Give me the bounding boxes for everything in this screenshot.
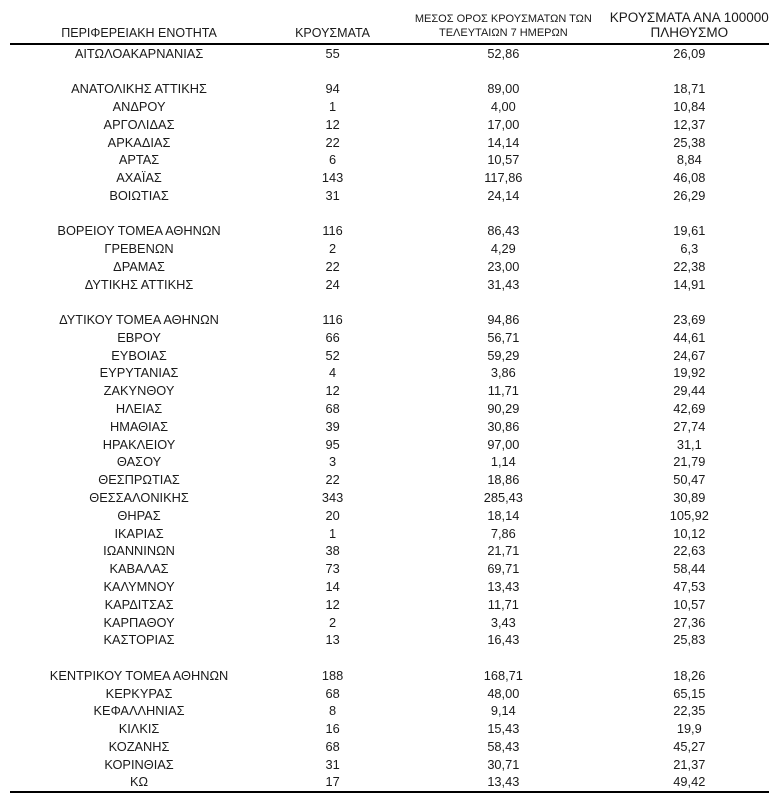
region-cell: ΚΟΖΑΝΗΣ [108, 738, 170, 754]
col-header-avg7-line2: ΤΕΛΕΥΤΑΙΩΝ 7 ΗΜΕΡΩΝ [438, 26, 568, 39]
avg7-cell: 97,00 [487, 436, 520, 452]
group-spacer-row [10, 294, 769, 312]
per100k-cell: 23,69 [673, 312, 706, 328]
per100k-cell: 29,44 [673, 383, 706, 399]
avg7-cell: 9,14 [490, 703, 516, 719]
avg7-cell: 15,43 [487, 721, 520, 737]
table-body [10, 44, 769, 792]
per100k-cell: 10,57 [673, 596, 706, 612]
cases-cell: 143 [321, 170, 344, 186]
per100k-cell: 42,69 [673, 401, 706, 417]
cases-cell: 39 [325, 418, 340, 434]
table-row [10, 560, 769, 578]
region-cell: ΚΕΦΑΛΛΗΝΙΑΣ [93, 703, 185, 719]
cases-cell: 66 [325, 329, 340, 345]
table-row [10, 525, 769, 543]
avg7-cell: 11,71 [487, 383, 519, 399]
cases-cell: 17 [325, 774, 340, 790]
group-spacer-cell [10, 205, 769, 223]
cases-cell: 1 [329, 525, 337, 541]
region-cell: ΚΕΝΤΡΙΚΟΥ ΤΟΜΕΑ ΑΘΗΝΩΝ [49, 667, 229, 683]
table-row [10, 471, 769, 489]
region-cell: ΚΕΡΚΥΡΑΣ [105, 685, 173, 701]
per100k-cell: 25,38 [673, 134, 706, 150]
cases-cell: 116 [322, 312, 343, 328]
cases-cell: 16 [325, 721, 340, 737]
table-row [10, 667, 769, 685]
region-cell: ΚΑΡΠΑΘΟΥ [103, 614, 175, 630]
per100k-cell: 105,92 [669, 507, 709, 523]
header-row [10, 2, 769, 44]
per100k-cell: 45,27 [673, 738, 706, 754]
per100k-cell: 24,67 [673, 347, 706, 363]
cases-cell: 24 [325, 276, 340, 292]
avg7-cell: 69,71 [487, 561, 520, 577]
per100k-cell: 46,08 [673, 170, 706, 186]
table-row [10, 773, 769, 792]
region-cell: ΙΩΑΝΝΙΝΩΝ [103, 543, 175, 559]
cases-cell: 343 [321, 490, 344, 506]
region-cell: ΗΡΑΚΛΕΙΟΥ [102, 436, 176, 452]
cases-cell: 31 [325, 188, 340, 204]
per100k-cell: 31,1 [676, 436, 702, 452]
avg7-cell: 21,71 [487, 543, 520, 559]
avg7-cell: 52,86 [487, 46, 520, 61]
group-spacer-row [10, 205, 769, 223]
cases-cell: 31 [325, 756, 340, 772]
avg7-cell: 86,43 [487, 223, 520, 239]
table-row [10, 418, 769, 436]
region-cell: ΘΕΣΣΑΛΟΝΙΚΗΣ [89, 490, 189, 506]
table-row [10, 116, 769, 134]
table-row [10, 240, 769, 258]
table-row [10, 258, 769, 276]
per100k-cell: 19,61 [673, 223, 706, 239]
per100k-cell: 58,44 [673, 561, 706, 577]
per100k-cell: 19,9 [676, 721, 702, 737]
avg7-cell: 7,86 [490, 525, 516, 541]
avg7-cell: 3,86 [490, 365, 516, 381]
cases-cell: 73 [325, 561, 340, 577]
cases-cell: 95 [325, 436, 340, 452]
region-cell: ΒΟΙΩΤΙΑΣ [109, 188, 169, 204]
avg7-cell: 16,43 [487, 632, 520, 648]
avg7-cell: 4,29 [490, 241, 516, 257]
avg7-cell: 30,71 [487, 756, 520, 772]
col-header-per100k-line1: ΚΡΟΥΣΜΑΤΑ ΑΝΑ 100000 [609, 10, 769, 25]
avg7-cell: 24,14 [487, 188, 520, 204]
per100k-cell: 18,26 [673, 667, 706, 683]
per100k-cell: 6,3 [680, 241, 699, 257]
table-row [10, 347, 769, 365]
region-cell: ΖΑΚΥΝΘΟΥ [103, 383, 175, 399]
cases-cell: 68 [325, 685, 340, 701]
table-row [10, 364, 769, 382]
table-row [10, 98, 769, 116]
per100k-cell: 18,71 [673, 81, 706, 97]
avg7-cell: 94,86 [487, 312, 520, 328]
avg7-cell: 13,43 [487, 774, 520, 790]
group-spacer-row [10, 649, 769, 667]
per100k-cell: 26,29 [673, 188, 706, 204]
per100k-cell: 27,36 [673, 614, 706, 630]
cases-cell: 14 [325, 579, 340, 595]
cases-cell: 116 [322, 223, 343, 239]
col-header-cases [268, 2, 397, 44]
cases-cell: 55 [325, 46, 340, 61]
avg7-cell: 285,43 [483, 490, 523, 506]
avg7-cell: 58,43 [487, 738, 520, 754]
avg7-cell: 89,00 [487, 81, 520, 97]
cases-cell: 3 [329, 454, 337, 470]
col-header-avg7 [397, 2, 610, 44]
col-header-avg7-line1: ΜΕΣΟΣ ΟΡΟΣ ΚΡΟΥΣΜΑΤΩΝ ΤΩΝ [414, 13, 592, 25]
region-cell: ΑΡΓΟΛΙΔΑΣ [103, 116, 175, 132]
avg7-cell: 23,00 [487, 258, 520, 274]
avg7-cell: 4,00 [490, 99, 516, 115]
group-spacer-cell [10, 294, 769, 312]
avg7-cell: 59,29 [487, 347, 520, 363]
per100k-cell: 21,37 [673, 756, 706, 772]
col-header-cases-label: ΚΡΟΥΣΜΑΤΑ [295, 26, 371, 40]
region-cell: ΑΡΚΑΔΙΑΣ [107, 134, 171, 150]
table-row [10, 151, 769, 169]
region-cell: ΚΑΡΔΙΤΣΑΣ [104, 596, 174, 612]
table-row [10, 187, 769, 205]
per100k-cell: 47,53 [673, 579, 706, 595]
cases-cell: 4 [329, 365, 337, 381]
region-cell: ΑΝΔΡΟΥ [112, 99, 166, 115]
cases-cell: 8 [329, 703, 337, 719]
cases-cell: 12 [325, 116, 340, 132]
avg7-cell: 10,57 [487, 152, 520, 168]
cases-cell: 68 [325, 738, 340, 754]
per100k-cell: 27,74 [673, 418, 706, 434]
per100k-cell: 10,12 [673, 525, 706, 541]
col-header-region-label: ΠΕΡΙΦΕΡΕΙΑΚΗ ΕΝΟΤΗΤΑ [61, 26, 217, 40]
cases-cell: 2 [329, 614, 337, 630]
avg7-cell: 17,00 [487, 116, 520, 132]
region-cell: ΕΥΒΟΙΑΣ [111, 347, 167, 363]
table-row [10, 311, 769, 329]
per100k-cell: 8,84 [676, 152, 702, 168]
per100k-cell: 49,42 [673, 774, 706, 790]
avg7-cell: 168,71 [483, 667, 523, 683]
per100k-cell: 21,79 [673, 454, 706, 470]
cases-cell: 188 [321, 667, 344, 683]
region-cell: ΚΑΣΤΟΡΙΑΣ [103, 632, 175, 648]
table-row [10, 631, 769, 649]
per100k-cell: 65,15 [673, 685, 706, 701]
cases-cell: 12 [325, 596, 340, 612]
cases-cell: 20 [325, 507, 340, 523]
avg7-cell: 117,86 [484, 170, 523, 186]
region-cell: ΑΧΑΪΑΣ [116, 170, 162, 186]
per100k-cell: 25,83 [673, 632, 706, 648]
per100k-cell: 26,09 [673, 46, 706, 61]
per100k-cell: 30,89 [673, 490, 706, 506]
table-header [10, 2, 769, 44]
table-row [10, 80, 769, 98]
col-header-region [10, 2, 268, 44]
table-row [10, 578, 769, 596]
group-spacer-cell [10, 649, 769, 667]
region-cell: ΕΒΡΟΥ [117, 329, 161, 345]
table-row [10, 614, 769, 632]
table-row [10, 436, 769, 454]
region-cell: ΘΕΣΠΡΩΤΙΑΣ [98, 472, 180, 488]
per100k-cell: 19,92 [673, 365, 706, 381]
per100k-cell: 50,47 [673, 472, 706, 488]
region-cell: ΘΑΣΟΥ [116, 454, 162, 470]
table-row [10, 382, 769, 400]
avg7-cell: 30,86 [487, 418, 520, 434]
region-cell: ΑΙΤΩΛΟΑΚΑΡΝΑΝΙΑΣ [74, 46, 204, 61]
cases-cell: 52 [325, 347, 340, 363]
avg7-cell: 48,00 [487, 685, 520, 701]
table-row [10, 542, 769, 560]
per100k-cell: 10,84 [673, 99, 706, 115]
table-row [10, 489, 769, 507]
cases-cell: 13 [325, 632, 340, 648]
cases-cell: 2 [329, 241, 337, 257]
region-cell: ΚΑΒΑΛΑΣ [109, 561, 169, 577]
table-row [10, 738, 769, 756]
region-cell: ΚΑΛΥΜΝΟΥ [103, 579, 175, 595]
table-row [10, 596, 769, 614]
per100k-cell: 22,63 [673, 543, 706, 559]
avg7-cell: 90,29 [487, 401, 520, 417]
regional-cases-table [10, 2, 769, 793]
cases-cell: 68 [325, 401, 340, 417]
cases-cell: 22 [325, 258, 340, 274]
avg7-cell: 56,71 [487, 329, 520, 345]
per100k-cell: 22,35 [673, 703, 706, 719]
table-row [10, 134, 769, 152]
col-header-per100k-line2: ΠΛΗΘΥΣΜΟ [650, 25, 729, 40]
per100k-cell: 12,37 [673, 116, 706, 132]
region-cell: ΚΩ [129, 774, 149, 790]
cases-cell: 1 [329, 99, 337, 115]
cases-cell: 22 [325, 472, 340, 488]
group-spacer-row [10, 63, 769, 81]
avg7-cell: 13,43 [487, 579, 520, 595]
region-cell: ΚΙΛΚΙΣ [118, 721, 160, 737]
region-cell: ΕΥΡΥΤΑΝΙΑΣ [99, 365, 179, 381]
table-row [10, 276, 769, 294]
cases-cell: 94 [325, 81, 340, 97]
per100k-cell: 44,61 [673, 329, 706, 345]
table-row [10, 720, 769, 738]
region-cell: ΑΡΤΑΣ [118, 152, 160, 168]
region-cell: ΔΥΤΙΚΗΣ ΑΤΤΙΚΗΣ [84, 276, 194, 292]
per100k-cell: 22,38 [673, 258, 706, 274]
region-cell: ΒΟΡΕΙΟΥ ΤΟΜΕΑ ΑΘΗΝΩΝ [57, 223, 221, 239]
table-row [10, 507, 769, 525]
table-row [10, 329, 769, 347]
table-row [10, 222, 769, 240]
avg7-cell: 14,14 [487, 134, 520, 150]
region-cell: ΚΟΡΙΝΘΙΑΣ [104, 756, 174, 772]
avg7-cell: 3,43 [490, 614, 516, 630]
table-row [10, 702, 769, 720]
table-row [10, 756, 769, 774]
region-cell: ΗΛΕΙΑΣ [115, 401, 163, 417]
cases-cell: 22 [325, 134, 340, 150]
cases-cell: 38 [325, 543, 340, 559]
region-cell: ΑΝΑΤΟΛΙΚΗΣ ΑΤΤΙΚΗΣ [71, 81, 207, 97]
avg7-cell: 31,43 [487, 276, 520, 292]
table-row [10, 169, 769, 187]
region-cell: ΙΚΑΡΙΑΣ [114, 525, 164, 541]
table-row [10, 453, 769, 471]
cases-cell: 12 [325, 383, 340, 399]
table-row [10, 400, 769, 418]
per100k-cell: 14,91 [673, 276, 706, 292]
avg7-cell: 1,14 [490, 454, 516, 470]
avg7-cell: 18,14 [487, 507, 520, 523]
group-spacer-cell [10, 63, 769, 81]
avg7-cell: 11,71 [487, 596, 519, 612]
table-row [10, 685, 769, 703]
table-row [10, 44, 769, 63]
region-cell: ΗΜΑΘΙΑΣ [109, 418, 169, 434]
region-cell: ΔΥΤΙΚΟΥ ΤΟΜΕΑ ΑΘΗΝΩΝ [59, 312, 219, 328]
region-cell: ΘΗΡΑΣ [117, 507, 161, 523]
cases-cell: 6 [329, 152, 337, 168]
col-header-per100k [610, 2, 769, 44]
avg7-cell: 18,86 [487, 472, 520, 488]
region-cell: ΔΡΑΜΑΣ [113, 258, 165, 274]
region-cell: ΓΡΕΒΕΝΩΝ [104, 241, 174, 257]
